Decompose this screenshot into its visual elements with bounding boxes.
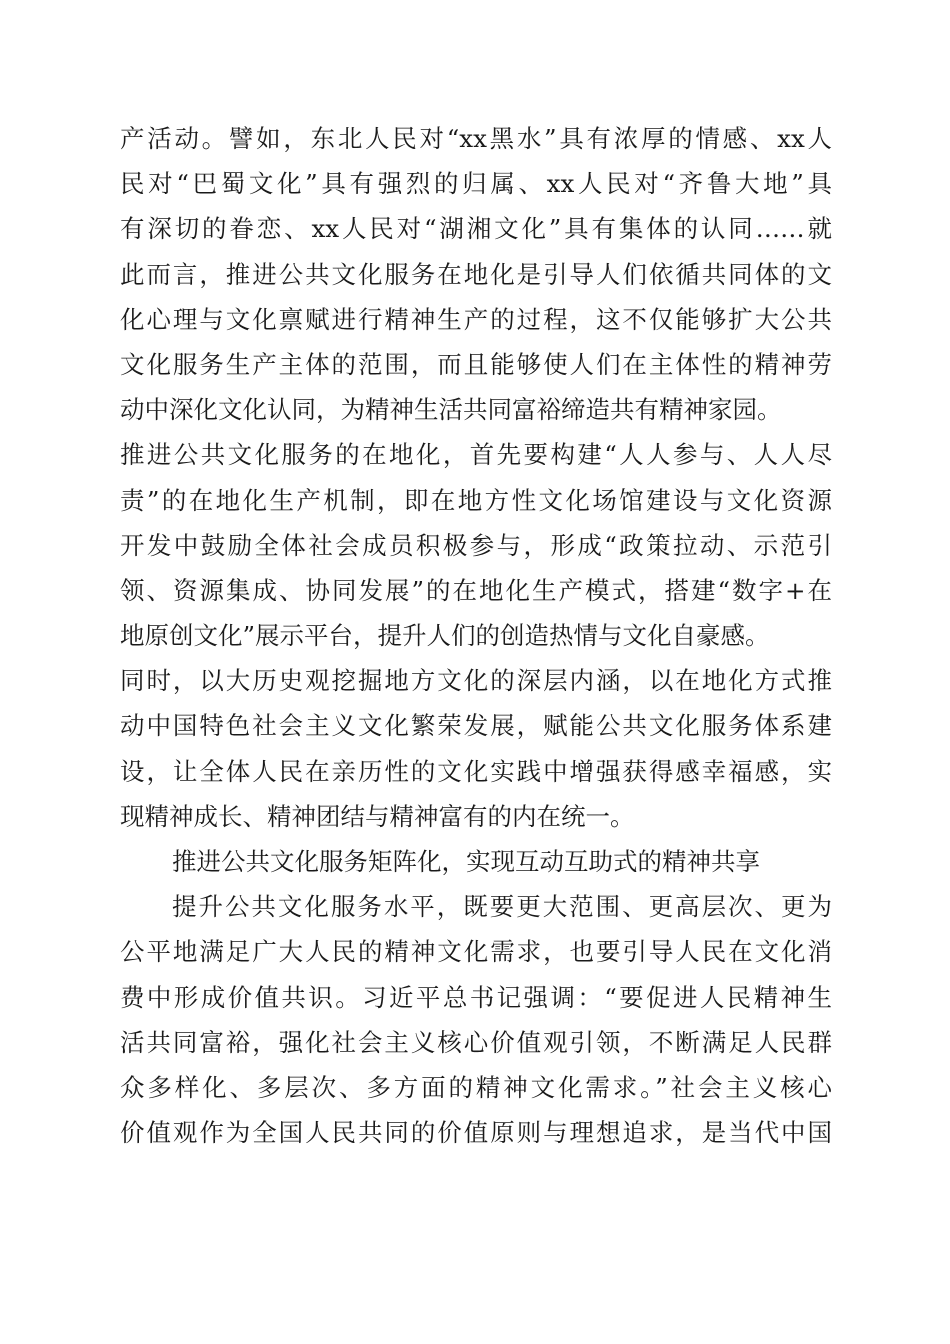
text-line: 开发中鼓励全体社会成员积极参与，形成“政策拉动、示范引 — [120, 530, 832, 560]
text-line: 公平地满足广大人民的精神文化需求，也要引导人民在文化消 — [120, 937, 832, 967]
text-line: 设，让全体人民在亲历性的文化实践中增强获得感幸福感，实 — [120, 756, 832, 786]
text-line: 活共同富裕，强化社会主义核心价值观引领，不断满足人民群 — [120, 1027, 832, 1057]
text-line: 责”的在地化生产机制，即在地方性文化场馆建设与文化资源 — [120, 485, 832, 515]
text-line: 有深切的眷恋、xx人民对“湖湘文化”具有集体的认同……就 — [120, 214, 832, 244]
body-text — [120, 116, 832, 1155]
text-line: 动中深化文化认同，为精神生活共同富裕缔造共有精神家园。 — [120, 395, 782, 425]
text-line: 现精神成长、精神团结与精神富有的内在统一。 — [120, 801, 635, 831]
text-line: 费中形成价值共识。习近平总书记强调：“要促进人民精神生 — [120, 982, 832, 1012]
text-line: 化心理与文化禀赋进行精神生产的过程，这不仅能够扩大公共 — [120, 304, 832, 334]
text-line: 众多样化、多层次、多方面的精神文化需求。”社会主义核心 — [120, 1072, 832, 1102]
text-line: 产活动。譬如，东北人民对“xx黑水”具有浓厚的情感、xx人 — [120, 124, 832, 153]
text-line: 价值观作为全国人民共同的价值原则与理想追求，是当代中国 — [120, 1118, 832, 1148]
text-line: 民对“巴蜀文化”具有强烈的归属、xx人民对“齐鲁大地”具 — [120, 169, 832, 199]
text-line: 此而言，推进公共文化服务在地化是引导人们依循共同体的文 — [120, 259, 832, 289]
text-line: 提升公共文化服务水平，既要更大范围、更高层次、更为 — [172, 892, 832, 922]
text-line: 文化服务生产主体的范围，而且能够使人们在主体性的精神劳 — [120, 349, 832, 379]
text-line: 动中国特色社会主义文化繁荣发展，赋能公共文化服务体系建 — [120, 711, 832, 741]
text-line: 地原创文化”展示平台，提升人们的创造热情与文化自豪感。 — [120, 621, 770, 651]
text-line: 领、资源集成、协同发展”的在地化生产模式，搭建“数字+在 — [120, 575, 832, 605]
section-heading: 推进公共文化服务矩阵化，实现互动互助式的精神共享 — [172, 847, 760, 876]
text-line: 推进公共文化服务的在地化，首先要构建“人人参与、人人尽 — [120, 440, 832, 470]
text-line: 同时，以大历史观挖掘地方文化的深层内涵，以在地化方式推 — [120, 666, 832, 696]
